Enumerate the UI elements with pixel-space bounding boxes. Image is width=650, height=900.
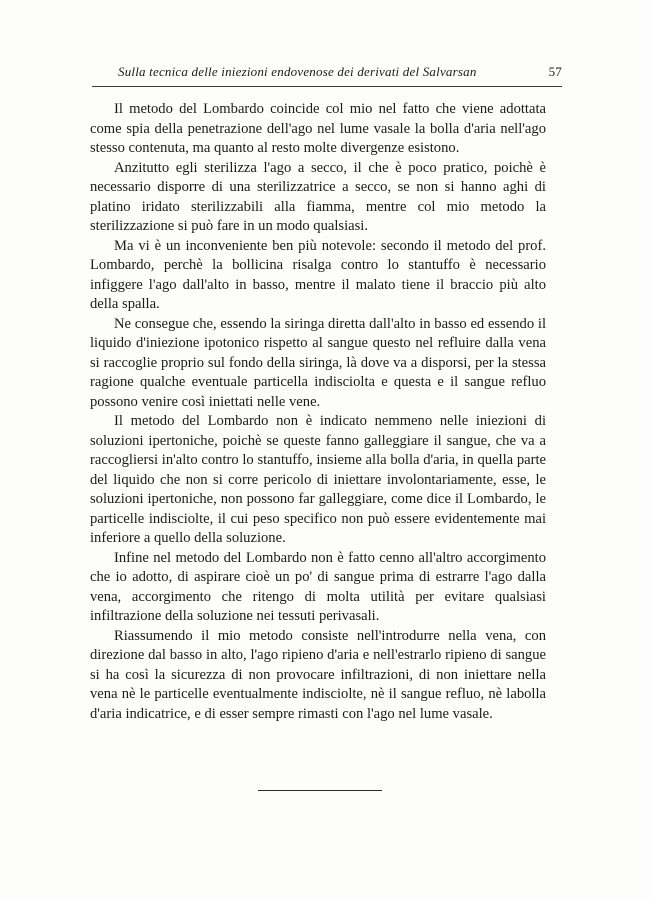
paragraph-consequence: Ne consegue che, essendo la siringa diretta dall'alto in basso ed essendo il liquido d'iniezione ipotonico rispetto al sangue questo nel refluire dalla vena si raccoglie proprio sul fondo della siringa, là dove va a disporsi, per la stessa ragione qualche eventuale particella indisciolta e questa e il sangue refluo possono venire così iniettati nelle vene. [90, 315, 546, 410]
paragraph-aspiration: Infine nel metodo del Lombardo non è fatto cenno all'altro accorgimento che io adotto, di aspirare cioè un po' di sangue prima di estrarre l'ago dalla vena, accorgimento che ritengo di molta utilità per evitare qualsiasi infiltrazione della soluzione nei tessuti perivasali. [90, 549, 546, 624]
body-text [90, 100, 546, 724]
paragraph-inconvenience: Ma vi è un inconveniente ben più notevole: secondo il metodo del prof. Lombardo, perchè la bollicina risalga contro lo stantuffo è necessario infiggere l'ago dall'alto in basso, mentre il malato tiene il braccio più alto della spalla. [90, 237, 546, 312]
running-head [92, 64, 562, 84]
paragraph-sterilization: Anzitutto egli sterilizza l'ago a secco, il che è poco pratico, poichè è necessario disporre di una sterilizzatrice a secco, se non si hanno aghi di platino iridato sterilizzabili alla fiamma, mentre col mio metodo la sterilizzazione si può fare in un modo qualsiasi. [90, 159, 546, 234]
page-number: 57 [548, 64, 562, 79]
header-rule [92, 86, 562, 87]
running-head-title: Sulla tecnica delle iniezioni endovenose dei derivati del Salvarsan [118, 64, 477, 79]
paragraph-lombardo-method: Il metodo del Lombardo coincide col mio nel fatto che viene adottata come spia della penetrazione dell'ago nel lume vasale la bolla d'aria nell'ago stesso contenuta, ma quanto al resto molte divergenze esistono. [90, 101, 546, 156]
paragraph-summary: Riassumendo il mio metodo consiste nell'introdurre nella vena, con direzione dal basso in alto, l'ago ripieno d'aria e nell'estrarlo ripieno di sangue si ha così la sicurezza di non provocare infiltrazioni, di non iniettare nella vena nè le particelle eventualmente indisciolte, nè il sangue refluo, nè labolla d'aria indicatrice, e di esser sempre rimasti con l'ago nel lume vasale. [90, 627, 546, 722]
paragraph-hypertonic: Il metodo del Lombardo non è indicato nemmeno nelle iniezioni di soluzioni ipertoniche, poichè se queste fanno galleggiare il sangue, che va a raccogliersi in'alto contro lo stantuffo, insieme alla bolla d'aria, in quella parte del liquido che non si corre pericolo di iniettare involontariamente, esse, le soluzioni ipertoniche, non possono far galleggiare, come dice il Lombardo, le particelle indisciolte, il cui peso specifico non può essere evidentemente mai inferiore a quello della soluzione. [90, 413, 546, 546]
end-rule [258, 790, 382, 791]
